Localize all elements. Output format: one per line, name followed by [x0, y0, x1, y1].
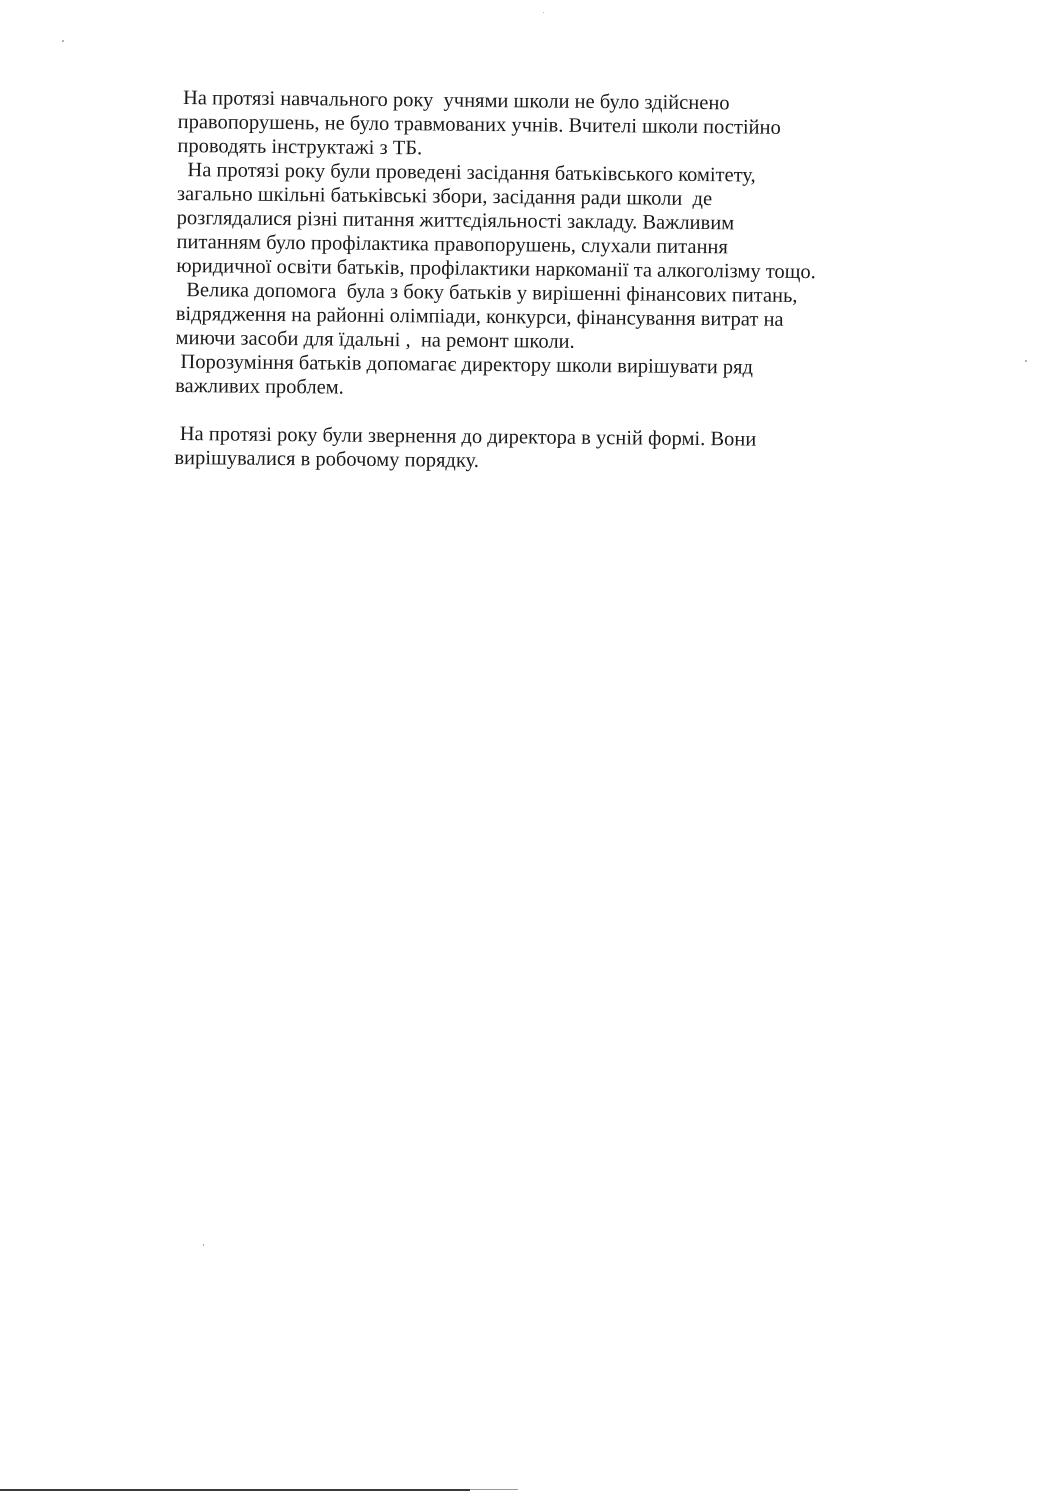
- text-line: На протязі навчального року учнями школи не було здійснено: [177, 86, 730, 115]
- text-line: важливих проблем.: [175, 374, 344, 399]
- text-line: правопорушень, не було травмованих учнів. Вчителі школи постійно: [177, 110, 781, 139]
- text-line: загально шкільні батьківські збори, засідання ради школи де: [176, 182, 713, 211]
- text-line: юридичної освіти батьків, профілактики наркоманії та алкоголізму тощо.: [176, 254, 816, 284]
- text-line: Велика допомога була з боку батьків у вирішенні фінансових питань,: [175, 278, 798, 307]
- text-line: миючи засоби для їдальні , на ремонт школи.: [175, 326, 575, 353]
- text-line: розглядалися різні питання життєдіяльності закладу. Важливим: [176, 206, 735, 235]
- scan-edge-line: [0, 1489, 470, 1491]
- paragraph-parent-meetings: [176, 158, 977, 286]
- text-line: відрядження на районні олімпіади, конкурси, фінансування витрат на: [175, 302, 784, 331]
- scan-speck: [1025, 360, 1027, 362]
- text-line: На протязі року були звернення до директора в усній формі. Вони: [174, 422, 757, 451]
- text-line: вирішувалися в робочому порядку.: [174, 446, 479, 472]
- text-line: Порозуміння батьків допомагає директору школи вирішувати ряд: [175, 350, 754, 379]
- scan-speck: [203, 1244, 204, 1246]
- scan-speck: [62, 40, 64, 42]
- paragraph-safety: [177, 86, 978, 166]
- document-body: [174, 86, 978, 478]
- text-line: На протязі року були проведені засідання батьківського комітету,: [177, 158, 756, 187]
- scan-edge-line: [470, 1489, 518, 1490]
- paragraph-appeals: [174, 422, 974, 478]
- paragraph-parent-support: [175, 278, 976, 358]
- paragraph-understanding: [175, 350, 975, 406]
- text-line: проводять інструктажі з ТБ.: [177, 134, 423, 160]
- scan-speck: [543, 12, 544, 13]
- text-line: питанням було профілактика правопорушень, слухали питання: [176, 230, 728, 259]
